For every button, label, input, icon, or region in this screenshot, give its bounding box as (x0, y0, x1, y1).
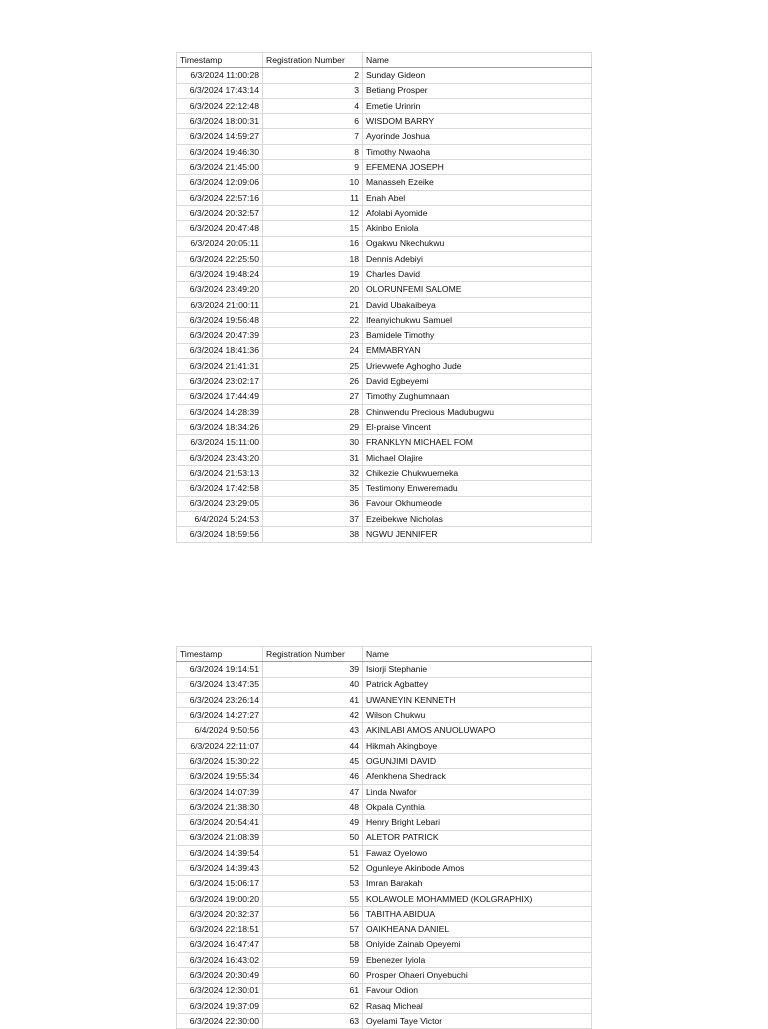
timestamp-cell: 6/3/2024 19:48:24 (177, 267, 263, 282)
registration-number-cell: 29 (263, 420, 363, 435)
timestamp-cell: 6/3/2024 19:46:30 (177, 144, 263, 159)
name-cell: AKINLABI AMOS ANUOLUWAPO (363, 723, 592, 738)
registration-table-2 (176, 646, 592, 1029)
timestamp-cell: 6/3/2024 19:56:48 (177, 313, 263, 328)
registration-number-cell: 3 (263, 83, 363, 98)
registration-number-cell: 23 (263, 328, 363, 343)
registration-number-cell: 61 (263, 983, 363, 998)
name-cell: WISDOM BARRY (363, 114, 592, 129)
registration-number-cell: 2 (263, 68, 363, 83)
timestamp-cell: 6/3/2024 16:43:02 (177, 952, 263, 967)
table-body (177, 68, 592, 542)
registration-number-cell: 26 (263, 374, 363, 389)
table-row (177, 784, 592, 799)
timestamp-cell: 6/3/2024 22:57:16 (177, 190, 263, 205)
name-cell: El-praise Vincent (363, 420, 592, 435)
registration-number-cell: 59 (263, 952, 363, 967)
table-body (177, 662, 592, 1029)
registration-number-cell: 32 (263, 466, 363, 481)
table-row (177, 251, 592, 266)
table-row (177, 175, 592, 190)
name-cell: Linda Nwafor (363, 784, 592, 799)
name-cell: UWANEYIN KENNETH (363, 692, 592, 707)
table-row (177, 389, 592, 404)
timestamp-cell: 6/3/2024 17:43:14 (177, 83, 263, 98)
registration-number-cell: 19 (263, 267, 363, 282)
registration-number-cell: 56 (263, 907, 363, 922)
registration-number-cell: 24 (263, 343, 363, 358)
registration-number-column-header: Registration Number (263, 647, 363, 662)
timestamp-cell: 6/3/2024 19:14:51 (177, 662, 263, 677)
table-header (177, 53, 592, 68)
table-row (177, 799, 592, 814)
timestamp-cell: 6/3/2024 15:30:22 (177, 754, 263, 769)
registration-number-cell: 52 (263, 861, 363, 876)
table-row (177, 891, 592, 906)
name-cell: OGUNJIMI DAVID (363, 754, 592, 769)
table-row (177, 708, 592, 723)
table-row (177, 922, 592, 937)
timestamp-cell: 6/3/2024 17:44:49 (177, 389, 263, 404)
timestamp-cell: 6/3/2024 22:12:48 (177, 98, 263, 113)
name-cell: Bamidele Timothy (363, 328, 592, 343)
name-column-header: Name (363, 647, 592, 662)
timestamp-cell: 6/3/2024 22:11:07 (177, 738, 263, 753)
name-cell: NGWU JENNIFER (363, 527, 592, 542)
table-row (177, 205, 592, 220)
name-cell: Michael Olajire (363, 450, 592, 465)
name-cell: Manasseh Ezeike (363, 175, 592, 190)
registration-number-cell: 63 (263, 1014, 363, 1029)
table-row (177, 144, 592, 159)
table-row (177, 952, 592, 967)
registration-number-cell: 15 (263, 221, 363, 236)
table-row (177, 328, 592, 343)
timestamp-cell: 6/3/2024 20:05:11 (177, 236, 263, 251)
table-row (177, 998, 592, 1013)
table-row (177, 481, 592, 496)
table-row (177, 496, 592, 511)
table-row (177, 968, 592, 983)
timestamp-cell: 6/3/2024 17:42:58 (177, 481, 263, 496)
name-cell: Ifeanyichukwu Samuel (363, 313, 592, 328)
registration-number-cell: 18 (263, 251, 363, 266)
name-cell: Dennis Adebiyi (363, 251, 592, 266)
table-row (177, 83, 592, 98)
name-cell: Betiang Prosper (363, 83, 592, 98)
name-cell: David Egbeyemi (363, 374, 592, 389)
registration-number-cell: 4 (263, 98, 363, 113)
timestamp-cell: 6/3/2024 19:55:34 (177, 769, 263, 784)
timestamp-cell: 6/3/2024 23:49:20 (177, 282, 263, 297)
registration-number-cell: 46 (263, 769, 363, 784)
timestamp-cell: 6/3/2024 20:54:41 (177, 815, 263, 830)
name-cell: FRANKLYN MICHAEL FOM (363, 435, 592, 450)
registration-number-cell: 20 (263, 282, 363, 297)
table-row (177, 221, 592, 236)
table-row (177, 282, 592, 297)
name-cell: Chinwendu Precious Madubugwu (363, 404, 592, 419)
timestamp-cell: 6/3/2024 20:32:57 (177, 205, 263, 220)
table-row (177, 815, 592, 830)
timestamp-cell: 6/3/2024 14:27:27 (177, 708, 263, 723)
table-row (177, 450, 592, 465)
timestamp-cell: 6/3/2024 22:30:00 (177, 1014, 263, 1029)
table-row (177, 68, 592, 83)
name-cell: Favour Okhumeode (363, 496, 592, 511)
name-cell: Oniyide Zainab Opeyemi (363, 937, 592, 952)
table-row (177, 769, 592, 784)
timestamp-cell: 6/3/2024 20:32:37 (177, 907, 263, 922)
name-cell: Akinbo Eniola (363, 221, 592, 236)
name-cell: Emetie Urinrin (363, 98, 592, 113)
registration-number-cell: 31 (263, 450, 363, 465)
timestamp-cell: 6/4/2024 9:50:56 (177, 723, 263, 738)
timestamp-cell: 6/3/2024 19:00:20 (177, 891, 263, 906)
table-row (177, 845, 592, 860)
registration-number-cell: 9 (263, 160, 363, 175)
name-cell: ALETOR PATRICK (363, 830, 592, 845)
name-column-header: Name (363, 53, 592, 68)
timestamp-cell: 6/3/2024 18:41:36 (177, 343, 263, 358)
timestamp-cell: 6/3/2024 19:37:09 (177, 998, 263, 1013)
timestamp-cell: 6/4/2024 5:24:53 (177, 511, 263, 526)
registration-number-cell: 8 (263, 144, 363, 159)
table-row (177, 160, 592, 175)
name-cell: Afolabi Ayomide (363, 205, 592, 220)
timestamp-cell: 6/3/2024 14:28:39 (177, 404, 263, 419)
registration-number-cell: 7 (263, 129, 363, 144)
registration-number-cell: 50 (263, 830, 363, 845)
table-row (177, 313, 592, 328)
table-row (177, 267, 592, 282)
registration-number-cell: 28 (263, 404, 363, 419)
table-row (177, 754, 592, 769)
name-cell: Chikezie Chukwuemeka (363, 466, 592, 481)
timestamp-cell: 6/3/2024 21:00:11 (177, 297, 263, 312)
registration-number-cell: 12 (263, 205, 363, 220)
timestamp-cell: 6/3/2024 18:00:31 (177, 114, 263, 129)
name-cell: Fawaz Oyelowo (363, 845, 592, 860)
registration-number-cell: 48 (263, 799, 363, 814)
name-cell: Patrick Agbattey (363, 677, 592, 692)
name-cell: Wilson Chukwu (363, 708, 592, 723)
timestamp-cell: 6/3/2024 21:08:39 (177, 830, 263, 845)
registration-number-cell: 53 (263, 876, 363, 891)
name-cell: Testimony Enweremadu (363, 481, 592, 496)
table-row (177, 404, 592, 419)
timestamp-cell: 6/3/2024 23:29:05 (177, 496, 263, 511)
name-cell: David Ubakaibeya (363, 297, 592, 312)
table-row (177, 435, 592, 450)
table-row (177, 937, 592, 952)
name-cell: OLORUNFEMI SALOME (363, 282, 592, 297)
registration-number-cell: 43 (263, 723, 363, 738)
table-row (177, 511, 592, 526)
table-row (177, 662, 592, 677)
header-row (177, 647, 592, 662)
name-cell: Favour Odion (363, 983, 592, 998)
header-row (177, 53, 592, 68)
table-row (177, 830, 592, 845)
timestamp-cell: 6/3/2024 14:39:54 (177, 845, 263, 860)
table-row (177, 677, 592, 692)
table-row (177, 420, 592, 435)
name-cell: Ebenezer Iyiola (363, 952, 592, 967)
registration-number-cell: 27 (263, 389, 363, 404)
timestamp-cell: 6/3/2024 22:18:51 (177, 922, 263, 937)
registration-number-cell: 16 (263, 236, 363, 251)
name-cell: Ogakwu Nkechukwu (363, 236, 592, 251)
registration-number-cell: 36 (263, 496, 363, 511)
registration-number-cell: 49 (263, 815, 363, 830)
timestamp-cell: 6/3/2024 20:47:48 (177, 221, 263, 236)
registration-number-cell: 6 (263, 114, 363, 129)
table-row (177, 907, 592, 922)
name-cell: Henry Bright Lebari (363, 815, 592, 830)
timestamp-cell: 6/3/2024 21:53:13 (177, 466, 263, 481)
table-header (177, 647, 592, 662)
name-cell: OAIKHEANA DANIEL (363, 922, 592, 937)
timestamp-cell: 6/3/2024 11:00:28 (177, 68, 263, 83)
timestamp-cell: 6/3/2024 18:34:26 (177, 420, 263, 435)
registration-number-column-header: Registration Number (263, 53, 363, 68)
name-cell: Okpala Cynthia (363, 799, 592, 814)
name-cell: Timothy Zughumnaan (363, 389, 592, 404)
timestamp-cell: 6/3/2024 15:11:00 (177, 435, 263, 450)
table-row (177, 236, 592, 251)
table-row (177, 692, 592, 707)
registration-number-cell: 62 (263, 998, 363, 1013)
table-row (177, 129, 592, 144)
registration-number-cell: 41 (263, 692, 363, 707)
timestamp-cell: 6/3/2024 15:06:17 (177, 876, 263, 891)
table-row (177, 98, 592, 113)
registration-number-cell: 25 (263, 358, 363, 373)
registration-number-cell: 35 (263, 481, 363, 496)
registration-number-cell: 11 (263, 190, 363, 205)
timestamp-cell: 6/3/2024 12:09:06 (177, 175, 263, 190)
name-cell: EMMABRYAN (363, 343, 592, 358)
table-row (177, 374, 592, 389)
table-row (177, 723, 592, 738)
registration-number-cell: 40 (263, 677, 363, 692)
name-cell: Timothy Nwaoha (363, 144, 592, 159)
table-row (177, 190, 592, 205)
table-row (177, 358, 592, 373)
name-cell: Hikmah Akingboye (363, 738, 592, 753)
name-cell: Rasaq Micheal (363, 998, 592, 1013)
timestamp-cell: 6/3/2024 18:59:56 (177, 527, 263, 542)
timestamp-cell: 6/3/2024 12:30:01 (177, 983, 263, 998)
timestamp-column-header: Timestamp (177, 647, 263, 662)
registration-number-cell: 21 (263, 297, 363, 312)
timestamp-cell: 6/3/2024 14:07:39 (177, 784, 263, 799)
table-row (177, 297, 592, 312)
name-cell: Enah Abel (363, 190, 592, 205)
registration-number-cell: 51 (263, 845, 363, 860)
registration-number-cell: 39 (263, 662, 363, 677)
timestamp-cell: 6/3/2024 20:30:49 (177, 968, 263, 983)
registration-number-cell: 47 (263, 784, 363, 799)
timestamp-cell: 6/3/2024 20:47:39 (177, 328, 263, 343)
name-cell: Ogunleye Akinbode Amos (363, 861, 592, 876)
timestamp-cell: 6/3/2024 22:25:50 (177, 251, 263, 266)
name-cell: TABITHA ABIDUA (363, 907, 592, 922)
timestamp-cell: 6/3/2024 23:43:20 (177, 450, 263, 465)
table-row (177, 466, 592, 481)
name-cell: Oyelami Taye Victor (363, 1014, 592, 1029)
name-cell: Sunday Gideon (363, 68, 592, 83)
timestamp-cell: 6/3/2024 23:02:17 (177, 374, 263, 389)
registration-number-cell: 42 (263, 708, 363, 723)
timestamp-cell: 6/3/2024 13:47:35 (177, 677, 263, 692)
table-row (177, 1014, 592, 1029)
table-row (177, 738, 592, 753)
timestamp-cell: 6/3/2024 21:38:30 (177, 799, 263, 814)
timestamp-cell: 6/3/2024 14:39:43 (177, 861, 263, 876)
timestamp-cell: 6/3/2024 16:47:47 (177, 937, 263, 952)
registration-number-cell: 22 (263, 313, 363, 328)
timestamp-cell: 6/3/2024 23:26:14 (177, 692, 263, 707)
name-cell: KOLAWOLE MOHAMMED (KOLGRAPHIX) (363, 891, 592, 906)
timestamp-cell: 6/3/2024 21:41:31 (177, 358, 263, 373)
timestamp-cell: 6/3/2024 21:45:00 (177, 160, 263, 175)
timestamp-cell: 6/3/2024 14:59:27 (177, 129, 263, 144)
registration-number-cell: 38 (263, 527, 363, 542)
table-row (177, 527, 592, 542)
table-row (177, 114, 592, 129)
registration-table-1 (176, 52, 592, 543)
table-row (177, 983, 592, 998)
timestamp-column-header: Timestamp (177, 53, 263, 68)
registration-number-cell: 58 (263, 937, 363, 952)
name-cell: Imran Barakah (363, 876, 592, 891)
registration-number-cell: 10 (263, 175, 363, 190)
registration-number-cell: 45 (263, 754, 363, 769)
registration-number-cell: 55 (263, 891, 363, 906)
registration-number-cell: 57 (263, 922, 363, 937)
name-cell: Charles David (363, 267, 592, 282)
table-row (177, 343, 592, 358)
registration-number-cell: 37 (263, 511, 363, 526)
name-cell: Ayorinde Joshua (363, 129, 592, 144)
registration-number-cell: 44 (263, 738, 363, 753)
name-cell: Afenkhena Shedrack (363, 769, 592, 784)
name-cell: Prosper Ohaeri Onyebuchi (363, 968, 592, 983)
registration-number-cell: 60 (263, 968, 363, 983)
name-cell: EFEMENA JOSEPH (363, 160, 592, 175)
registration-number-cell: 30 (263, 435, 363, 450)
name-cell: Isiorji Stephanie (363, 662, 592, 677)
table-row (177, 861, 592, 876)
table-row (177, 876, 592, 891)
name-cell: Ezeibekwe Nicholas (363, 511, 592, 526)
name-cell: Urievwefe Aghogho Jude (363, 358, 592, 373)
